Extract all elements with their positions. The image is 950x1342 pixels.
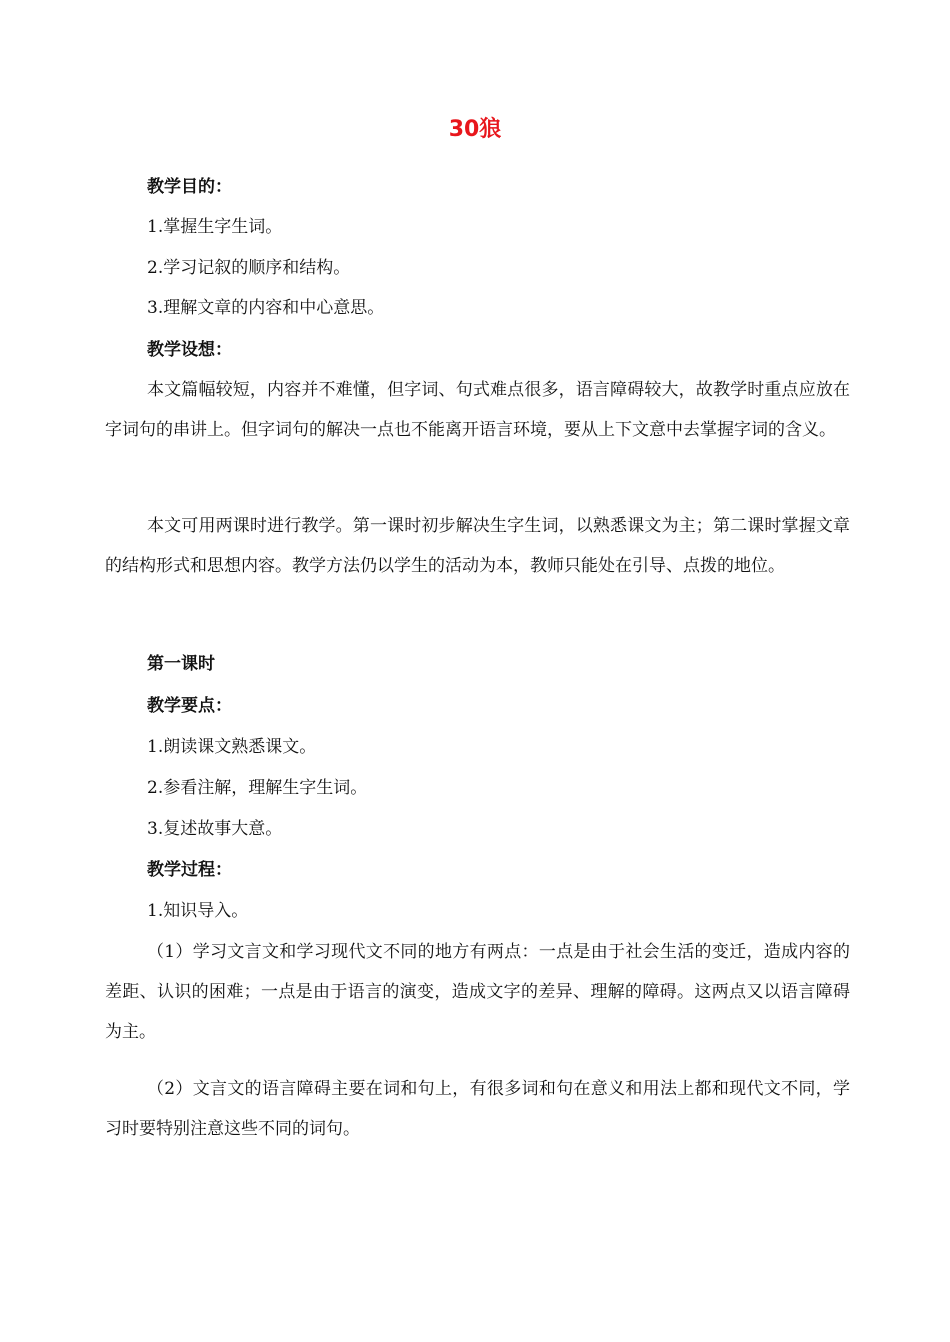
lesson-heading: 第一课时	[147, 654, 215, 674]
document-title: 30狼	[448, 117, 502, 142]
key-point-item-1: 1.朗读课文熟悉课文。	[147, 737, 317, 757]
process-paragraph-1: （1）学习文言文和学习现代文不同的地方有两点：一点是由于社会生活的变迁，造成内容的差距、认识的困难；一点是由于语言的演变，造成文字的差异、理解的障碍。这两点又以语言障碍为主。	[105, 942, 850, 1042]
goal-item-1: 1.掌握生字生词。	[147, 217, 283, 237]
idea-paragraph-2: 本文可用两课时进行教学。第一课时初步解决生字生词，以熟悉课文为主；第二课时掌握文章的结构形式和思想内容。教学方法仍以学生的活动为本，教师只能处在引导、点拨的地位。	[105, 516, 850, 576]
idea-paragraph-1: 本文篇幅较短，内容并不难懂，但字词、句式难点很多，语言障碍较大，故教学时重点应放在字词句的串讲上。但字词句的解决一点也不能离开语言环境，要从上下文意中去掌握字词的含义。	[105, 380, 850, 440]
goal-item-3: 3.理解文章的内容和中心意思。	[147, 298, 385, 318]
process-paragraph-2: （2）文言文的语言障碍主要在词和句上，有很多词和句在意义和用法上都和现代文不同，学习时要特别注意这些不同的词句。	[105, 1079, 850, 1139]
idea-heading: 教学设想：	[147, 340, 232, 360]
key-points-heading: 教学要点：	[147, 696, 232, 716]
goal-item-2: 2.学习记叙的顺序和结构。	[147, 258, 351, 278]
goals-heading: 教学目的：	[147, 177, 232, 197]
key-point-item-3: 3.复述故事大意。	[147, 819, 283, 839]
process-step-1: 1.知识导入。	[147, 901, 249, 921]
process-heading: 教学过程：	[147, 860, 232, 880]
key-point-item-2: 2.参看注解，理解生字生词。	[147, 778, 368, 798]
